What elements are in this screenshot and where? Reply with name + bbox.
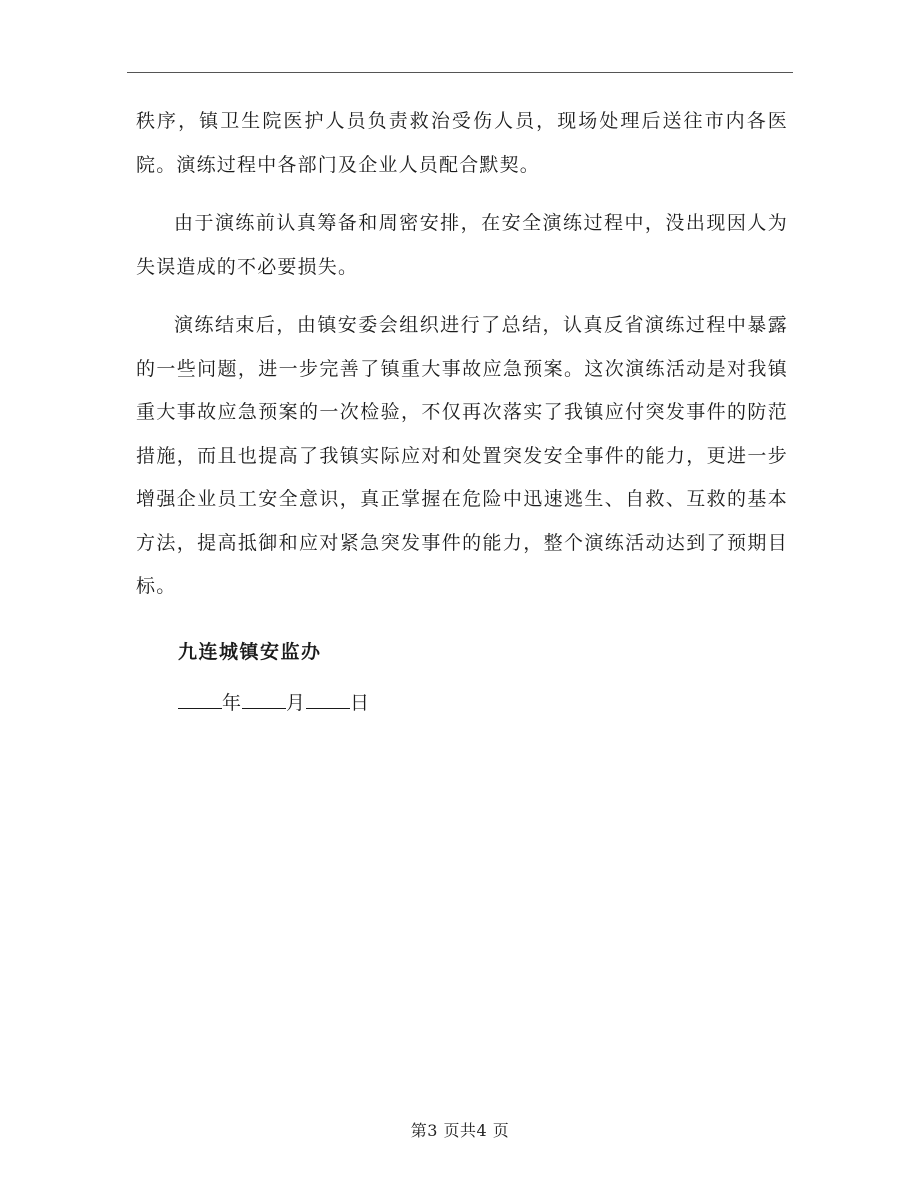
month-label: 月 bbox=[286, 691, 307, 714]
month-blank bbox=[242, 690, 286, 709]
day-blank bbox=[306, 690, 350, 709]
year-blank bbox=[178, 690, 222, 709]
page-footer: 第3 页共4 页 bbox=[410, 1121, 510, 1140]
header-rule bbox=[127, 72, 793, 73]
document-body bbox=[136, 100, 788, 718]
paragraph-continuation: 秩序，镇卫生院医护人员负责救治受伤人员，现场处理后送往市内各医院。演练过程中各部门及企业人员配合默契。 bbox=[136, 110, 788, 176]
day-label: 日 bbox=[350, 691, 371, 714]
paragraph-summary: 演练结束后，由镇安委会组织进行了总结，认真反省演练过程中暴露的一些问题，进一步完善了镇重大事故应急预案。这次演练活动是对我镇重大事故应急预案的一次检验，不仅再次落实了我镇应付突发事件的防范措施，而且也提高了我镇实际应对和处置突发安全事件的能力，更进一步增强企业员工安全意识，真正掌握在危险中迅速逃生、自救、互救的基本方法，提高抵御和应对紧急突发事件的能力，整个演练活动达到了预期目标。 bbox=[136, 314, 788, 597]
signature-office: 九连城镇安监办 bbox=[178, 640, 322, 663]
year-label: 年 bbox=[222, 691, 243, 714]
paragraph-no-loss: 由于演练前认真筹备和周密安排，在安全演练过程中，没出现因人为失误造成的不必要损失。 bbox=[136, 212, 788, 278]
date-line bbox=[136, 688, 788, 718]
